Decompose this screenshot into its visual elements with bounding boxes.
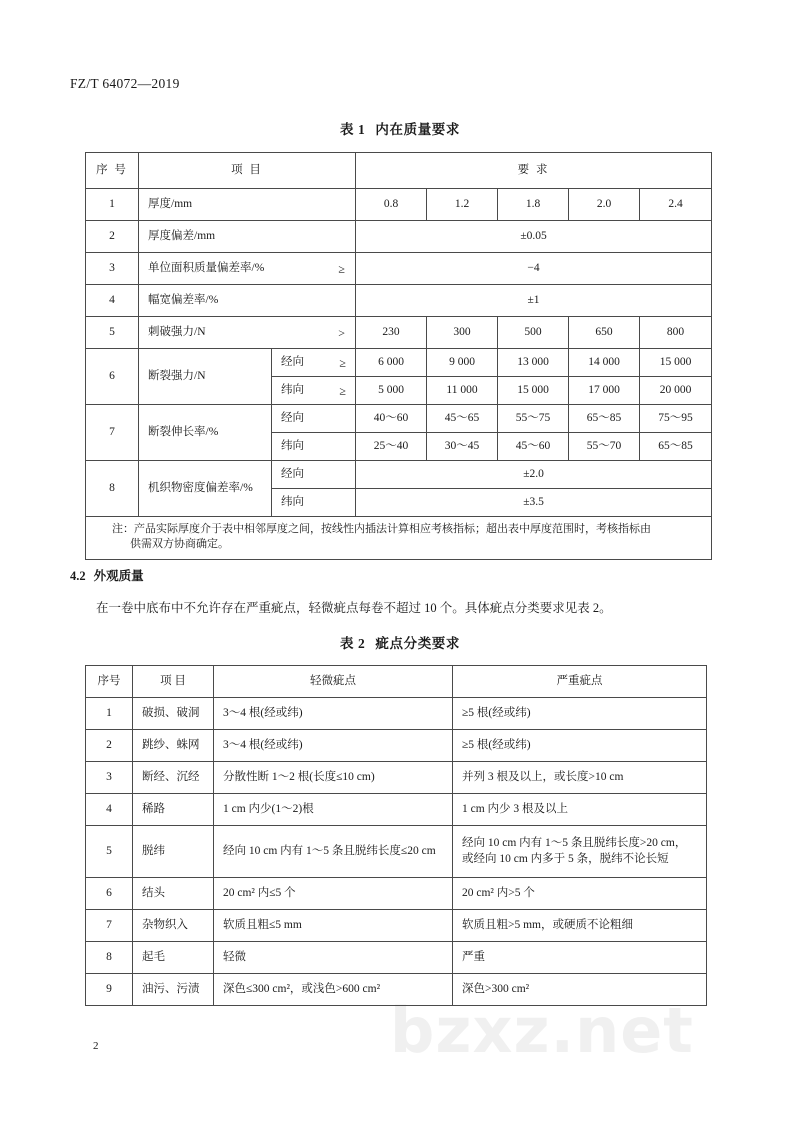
table-row [86, 317, 712, 349]
table1-caption [0, 118, 800, 138]
table1-row1-item-label: 厚度/mm [148, 197, 193, 210]
table1-row6-warp-val-2: 13 000 [498, 349, 569, 377]
table1-row4-value: ±1 [356, 285, 712, 317]
table1-row7-warp-label: 经向 [281, 411, 304, 424]
table-row [86, 349, 712, 377]
table2-row7-item: 杂物织入 [133, 910, 214, 942]
table1-row1-val-2: 1.8 [498, 189, 569, 221]
table1-row3-operator: ≥ [338, 261, 345, 276]
table1-row5-val-2: 500 [498, 317, 569, 349]
table2-row6-severe: 20 cm² 内>5 个 [453, 878, 707, 910]
table1-row1-val-1: 1.2 [427, 189, 498, 221]
table2-row5-severe [453, 826, 707, 878]
table-inner-quality [85, 152, 712, 560]
table2-row7-seq: 7 [86, 910, 133, 942]
table1-row2-item-label: 厚度偏差/mm [148, 229, 216, 242]
table1-row6-warp-val-4: 15 000 [640, 349, 712, 377]
table2-row4-minor: 1 cm 内少(1～2)根 [214, 794, 453, 826]
table1-row3-item-label: 单位面积质量偏差率/% [148, 261, 265, 274]
section-heading-4-2 [70, 566, 144, 584]
table2-row4-severe: 1 cm 内少 3 根及以上 [453, 794, 707, 826]
table2-row3-severe: 并列 3 根及以上，或长度>10 cm [453, 762, 707, 794]
table1-row7-weft-val-2: 45～60 [498, 433, 569, 461]
table1-row5-val-1: 300 [427, 317, 498, 349]
table2-caption-title: 疵点分类要求 [375, 636, 461, 651]
table-row [86, 794, 707, 826]
table1-row6-warp-val-1: 9 000 [427, 349, 498, 377]
table1-header-row [86, 153, 712, 189]
page-number: 2 [93, 1040, 99, 1052]
table1-note-line2: 供需双方协商确定。 [130, 537, 229, 550]
table2-row1-item: 破损、破洞 [133, 698, 214, 730]
table2-caption [0, 632, 800, 652]
table2-row3-minor: 分散性断 1～2 根(长度≤10 cm) [214, 762, 453, 794]
table2-row2-severe: ≥5 根(经或纬) [453, 730, 707, 762]
table2-row7-severe: 软质且粗>5 mm，或硬质不论粗细 [453, 910, 707, 942]
table-row [86, 942, 707, 974]
table-row [86, 910, 707, 942]
table1-row6-warp-operator: ≥ [339, 355, 346, 370]
table1-header-seq: 序 号 [86, 153, 139, 189]
table1-row2-seq: 2 [86, 221, 139, 253]
table1-row7-weft-val-4: 65～85 [640, 433, 712, 461]
table2-caption-label: 表 2 [339, 636, 366, 651]
table1-row6-weft-val-4: 20 000 [640, 377, 712, 405]
table1-row6-weft-direction [272, 377, 356, 405]
table1-row1-val-4: 2.4 [640, 189, 712, 221]
table2-row8-seq: 8 [86, 942, 133, 974]
table2-row5-item: 脱纬 [133, 826, 214, 878]
table2-row8-severe: 严重 [453, 942, 707, 974]
table1-row8-weft-direction [272, 489, 356, 517]
table2-header-severe: 严重疵点 [453, 666, 707, 698]
table2-header-item: 项 目 [133, 666, 214, 698]
table-row [86, 974, 707, 1006]
table-row [86, 762, 707, 794]
table1-row8-seq: 8 [86, 461, 139, 517]
table1-row1-val-0: 0.8 [356, 189, 427, 221]
table1-row6-item: 断裂强力/N [139, 349, 272, 405]
table1-row7-warp-val-0: 40～60 [356, 405, 427, 433]
table1-row6-weft-operator: ≥ [339, 383, 346, 398]
table1-row6-weft-label: 纬向 [281, 383, 304, 396]
table-row [86, 221, 712, 253]
table-row [86, 461, 712, 489]
table1-row5-val-0: 230 [356, 317, 427, 349]
table2-row4-item: 稀路 [133, 794, 214, 826]
table-row [86, 405, 712, 433]
table1-row3-item [139, 253, 356, 285]
table2-row5-severe-line2: 或经向 10 cm 内多于 5 条，脱纬不论长短 [462, 852, 669, 865]
table2-row4-seq: 4 [86, 794, 133, 826]
table1-row2-item [139, 221, 356, 253]
table2-row6-minor: 20 cm² 内≤5 个 [214, 878, 453, 910]
section-title: 外观质量 [93, 569, 144, 583]
table1-row6-weft-val-1: 11 000 [427, 377, 498, 405]
table1-row8-warp-label: 经向 [281, 467, 304, 480]
table2-row6-seq: 6 [86, 878, 133, 910]
table1-row6-weft-val-0: 5 000 [356, 377, 427, 405]
table1-row7-weft-val-0: 25～40 [356, 433, 427, 461]
table1-row8-weft-label: 纬向 [281, 495, 304, 508]
watermark: bzxz.net [390, 994, 694, 1067]
table2-row8-item: 起毛 [133, 942, 214, 974]
table1-caption-title: 内在质量要求 [375, 122, 461, 137]
table1-row8-item: 机织物密度偏差率/% [139, 461, 272, 517]
table1-row7-warp-val-2: 55～75 [498, 405, 569, 433]
table1-row6-warp-direction [272, 349, 356, 377]
table1-header-item: 项 目 [139, 153, 356, 189]
table1-row6-weft-val-2: 15 000 [498, 377, 569, 405]
table1-row7-weft-val-3: 55～70 [569, 433, 640, 461]
table1-header-requirement: 要 求 [356, 153, 712, 189]
table1-row7-seq: 7 [86, 405, 139, 461]
table-row [86, 826, 707, 878]
table1-row7-weft-label: 纬向 [281, 439, 304, 452]
table-defect-classification [85, 665, 707, 1006]
table2-row8-minor: 轻微 [214, 942, 453, 974]
table1-row8-warp-value: ±2.0 [356, 461, 712, 489]
table1-row7-weft-val-1: 30～45 [427, 433, 498, 461]
table2-row2-seq: 2 [86, 730, 133, 762]
table1-row5-operator: > [338, 325, 345, 340]
table1-row6-seq: 6 [86, 349, 139, 405]
table1-row7-warp-val-3: 65～85 [569, 405, 640, 433]
table2-row9-minor: 深色≤300 cm²，或浅色>600 cm² [214, 974, 453, 1006]
table1-row8-weft-value: ±3.5 [356, 489, 712, 517]
table2-row5-severe-line1: 经向 10 cm 内有 1～5 条且脱纬长度>20 cm， [462, 836, 687, 849]
standard-number: FZ/T 64072—2019 [70, 76, 180, 91]
table1-row6-weft-val-3: 17 000 [569, 377, 640, 405]
table1-row8-warp-direction [272, 461, 356, 489]
table2-row7-minor: 软质且粗≤5 mm [214, 910, 453, 942]
table1-row1-seq: 1 [86, 189, 139, 221]
table2-row9-item: 油污、污渍 [133, 974, 214, 1006]
table2-row3-seq: 3 [86, 762, 133, 794]
table1-note-line1: 注：产品实际厚度介于表中相邻厚度之间，按线性内插法计算相应考核指标；超出表中厚度范围时，考核指标由 [112, 523, 651, 535]
table2-row9-seq: 9 [86, 974, 133, 1006]
table1-row4-item-label: 幅宽偏差率/% [148, 293, 219, 306]
table1-row5-val-4: 800 [640, 317, 712, 349]
table1-row1-item [139, 189, 356, 221]
table1-row7-warp-val-4: 75～95 [640, 405, 712, 433]
table2-row9-severe: 深色>300 cm² [453, 974, 707, 1006]
table1-row7-warp-direction [272, 405, 356, 433]
table2-header-minor: 轻微疵点 [214, 666, 453, 698]
table-row [86, 253, 712, 285]
table2-row2-item: 跳纱、蛛网 [133, 730, 214, 762]
table-row [86, 878, 707, 910]
table-row [86, 698, 707, 730]
table-row [86, 730, 707, 762]
table1-row5-item-label: 刺破强力/N [148, 325, 206, 338]
table1-row3-value: −4 [356, 253, 712, 285]
table1-note-row [86, 517, 712, 560]
table1-row5-item [139, 317, 356, 349]
table1-row7-weft-direction [272, 433, 356, 461]
table1-row1-val-3: 2.0 [569, 189, 640, 221]
table-row [86, 285, 712, 317]
table1-row6-warp-val-3: 14 000 [569, 349, 640, 377]
table1-note [86, 517, 712, 560]
table1-caption-label: 表 1 [339, 122, 366, 137]
table2-row3-item: 断经、沉经 [133, 762, 214, 794]
table1-row7-warp-val-1: 45～65 [427, 405, 498, 433]
section-paragraph: 在一卷中底布中不允许存在严重疵点，轻微疵点每卷不超过 10 个。具体疵点分类要求见表 2。 [96, 601, 612, 615]
table2-header-row [86, 666, 707, 698]
table2-row1-minor: 3～4 根(经或纬) [214, 698, 453, 730]
table-row [86, 189, 712, 221]
table2-row2-minor: 3～4 根(经或纬) [214, 730, 453, 762]
table2-row6-item: 结头 [133, 878, 214, 910]
table2-row5-seq: 5 [86, 826, 133, 878]
table2-row5-minor: 经向 10 cm 内有 1～5 条且脱纬长度≤20 cm [214, 826, 453, 878]
table1-row2-value: ±0.05 [356, 221, 712, 253]
table1-row5-seq: 5 [86, 317, 139, 349]
table1-row6-warp-val-0: 6 000 [356, 349, 427, 377]
table1-row4-seq: 4 [86, 285, 139, 317]
table2-row1-seq: 1 [86, 698, 133, 730]
table1-row3-seq: 3 [86, 253, 139, 285]
table2-header-seq: 序号 [86, 666, 133, 698]
section-number: 4.2 [70, 569, 86, 583]
table1-row7-item: 断裂伸长率/% [139, 405, 272, 461]
table1-row5-val-3: 650 [569, 317, 640, 349]
table1-row4-item [139, 285, 356, 317]
table2-row1-severe: ≥5 根(经或纬) [453, 698, 707, 730]
table1-row6-warp-label: 经向 [281, 355, 304, 368]
